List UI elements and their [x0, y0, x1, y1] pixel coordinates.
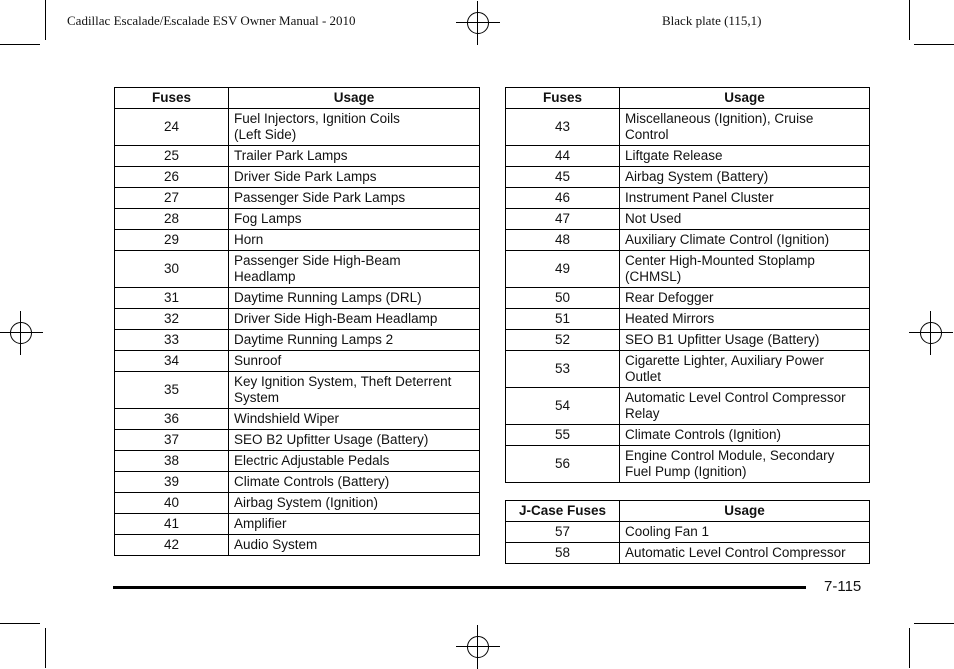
fuse-usage-line: Not Used	[625, 211, 682, 226]
registration-mark-top	[464, 9, 492, 37]
table-row	[115, 330, 480, 351]
crop-mark	[909, 628, 910, 668]
fuse-table-left	[114, 87, 480, 556]
fuse-number: 24	[115, 109, 229, 146]
fuse-number: 29	[115, 230, 229, 251]
fuse-usage-line: Driver Side Park Lamps	[234, 169, 377, 184]
fuse-number: 44	[506, 146, 620, 167]
fuse-number: 52	[506, 330, 620, 351]
jcase-fuse-table	[505, 500, 870, 564]
fuse-usage	[229, 472, 480, 493]
fuse-usage-line: SEO B1 Upfitter Usage (Battery)	[625, 332, 820, 347]
table-row	[506, 146, 870, 167]
fuse-usage	[229, 109, 480, 146]
fuse-usage-line: Electric Adjustable Pedals	[234, 453, 390, 468]
fuse-usage-line: Control	[625, 127, 669, 142]
table-row	[115, 288, 480, 309]
fuse-usage-line: Audio System	[234, 537, 318, 552]
fuse-usage-line: SEO B2 Upfitter Usage (Battery)	[234, 432, 429, 447]
fuse-usage-line: Heated Mirrors	[625, 311, 715, 326]
running-header-plate: Black plate (115,1)	[662, 13, 762, 28]
fuse-usage	[229, 451, 480, 472]
fuse-number: 50	[506, 288, 620, 309]
table-row	[506, 351, 870, 388]
fuse-usage	[620, 446, 870, 483]
table-row	[115, 493, 480, 514]
fuse-usage-line: Amplifier	[234, 516, 287, 531]
table-row	[506, 425, 870, 446]
fuse-number: 42	[115, 535, 229, 556]
fuse-usage-line: Miscellaneous (Ignition), Cruise	[625, 111, 814, 126]
fuse-number: 36	[115, 409, 229, 430]
fuse-number: 26	[115, 167, 229, 188]
table-row	[506, 188, 870, 209]
registration-mark-right	[917, 319, 945, 347]
table-row	[115, 167, 480, 188]
fuse-usage-line: Automatic Level Control Compressor	[625, 545, 846, 560]
table-row	[115, 535, 480, 556]
fuse-number: 32	[115, 309, 229, 330]
fuse-usage	[229, 535, 480, 556]
fuse-usage-line: Climate Controls (Battery)	[234, 474, 390, 489]
fuse-number: 51	[506, 309, 620, 330]
table-row	[115, 188, 480, 209]
table-row	[115, 109, 480, 146]
fuse-number: 48	[506, 230, 620, 251]
table-row	[506, 446, 870, 483]
table-row	[506, 522, 870, 543]
fuse-number: 33	[115, 330, 229, 351]
fuse-usage-line: Windshield Wiper	[234, 411, 340, 426]
fuse-usage	[620, 309, 870, 330]
column-header-fuses: Fuses	[506, 88, 620, 109]
fuse-usage	[229, 251, 480, 288]
fuse-number: 41	[115, 514, 229, 535]
fuse-usage-line: Airbag System (Ignition)	[234, 495, 379, 510]
fuse-usage-line: Fuel Pump (Ignition)	[625, 464, 747, 479]
fuse-usage-line: Center High-Mounted Stoplamp	[625, 253, 815, 268]
fuse-number: 54	[506, 388, 620, 425]
fuse-usage-line: Daytime Running Lamps (DRL)	[234, 290, 422, 305]
fuse-number: 38	[115, 451, 229, 472]
table-row	[506, 167, 870, 188]
table-row	[506, 209, 870, 230]
table-row	[506, 330, 870, 351]
column-header-usage: Usage	[229, 88, 480, 109]
fuse-usage-line: Passenger Side High-Beam	[234, 253, 401, 268]
table-row	[115, 514, 480, 535]
fuse-usage-line: Fog Lamps	[234, 211, 302, 226]
fuse-usage-line: Rear Defogger	[625, 290, 714, 305]
table-row	[506, 251, 870, 288]
fuse-usage-line: Outlet	[625, 369, 662, 384]
fuse-usage-line: (CHMSL)	[625, 269, 682, 284]
fuse-usage	[620, 209, 870, 230]
fuse-number: 49	[506, 251, 620, 288]
fuse-number: 35	[115, 372, 229, 409]
fuse-usage	[620, 543, 870, 564]
fuse-number: 46	[506, 188, 620, 209]
fuse-usage-line: Liftgate Release	[625, 148, 723, 163]
footer-rule	[113, 586, 806, 589]
fuse-number: 30	[115, 251, 229, 288]
fuse-usage	[620, 288, 870, 309]
fuse-usage-line: Sunroof	[234, 353, 282, 368]
table-row	[115, 209, 480, 230]
fuse-usage-line: Airbag System (Battery)	[625, 169, 769, 184]
table-row	[506, 109, 870, 146]
fuse-usage-line: Climate Controls (Ignition)	[625, 427, 782, 442]
fuse-number: 45	[506, 167, 620, 188]
crop-mark	[45, 0, 46, 40]
fuse-usage	[620, 330, 870, 351]
fuse-usage	[229, 167, 480, 188]
fuse-number: 37	[115, 430, 229, 451]
fuse-usage-line: Passenger Side Park Lamps	[234, 190, 406, 205]
fuse-table-right	[505, 87, 870, 483]
fuse-usage	[620, 351, 870, 388]
fuse-usage-line: (Left Side)	[234, 127, 297, 142]
column-header-jcase-fuses: J-Case Fuses	[506, 501, 620, 522]
crop-mark	[914, 44, 954, 45]
fuse-usage	[229, 230, 480, 251]
fuse-number: 58	[506, 543, 620, 564]
fuse-usage-line: Automatic Level Control Compressor	[625, 390, 846, 405]
fuse-usage	[620, 388, 870, 425]
table-row	[506, 309, 870, 330]
fuse-number: 31	[115, 288, 229, 309]
fuse-number: 43	[506, 109, 620, 146]
table-row	[115, 472, 480, 493]
fuse-number: 28	[115, 209, 229, 230]
page-number: 7-115	[824, 578, 862, 595]
table-row	[506, 543, 870, 564]
fuse-usage	[229, 514, 480, 535]
fuse-usage-line: Daytime Running Lamps 2	[234, 332, 394, 347]
fuse-number: 27	[115, 188, 229, 209]
fuse-usage	[229, 309, 480, 330]
table-row	[115, 451, 480, 472]
table-row	[506, 388, 870, 425]
fuse-usage	[229, 330, 480, 351]
fuse-usage	[229, 209, 480, 230]
fuse-usage-line: Key Ignition System, Theft Deterrent	[234, 374, 452, 389]
fuse-usage	[229, 288, 480, 309]
fuse-usage	[229, 188, 480, 209]
column-header-usage: Usage	[620, 501, 870, 522]
fuse-usage-line: Cooling Fan 1	[625, 524, 710, 539]
table-row	[115, 409, 480, 430]
table-row	[115, 146, 480, 167]
table-row	[506, 288, 870, 309]
fuse-usage-line: Cigarette Lighter, Auxiliary Power	[625, 353, 824, 368]
fuse-usage	[229, 409, 480, 430]
table-row	[115, 430, 480, 451]
fuse-usage	[229, 351, 480, 372]
fuse-usage	[620, 425, 870, 446]
table-row	[115, 251, 480, 288]
crop-mark	[45, 628, 46, 668]
fuse-usage-line: Horn	[234, 232, 264, 247]
fuse-number: 34	[115, 351, 229, 372]
fuse-usage	[620, 109, 870, 146]
fuse-number: 53	[506, 351, 620, 388]
fuse-usage-line: Driver Side High-Beam Headlamp	[234, 311, 438, 326]
table-row	[115, 351, 480, 372]
table-row	[115, 372, 480, 409]
fuse-usage-line: Auxiliary Climate Control (Ignition)	[625, 232, 830, 247]
fuse-usage	[229, 493, 480, 514]
fuse-usage	[620, 167, 870, 188]
fuse-number: 25	[115, 146, 229, 167]
fuse-usage	[620, 522, 870, 543]
running-header-title: Cadillac Escalade/Escalade ESV Owner Manual - 2010	[67, 13, 356, 28]
table-row	[115, 230, 480, 251]
column-header-usage: Usage	[620, 88, 870, 109]
fuse-usage-line: Headlamp	[234, 269, 296, 284]
fuse-usage-line: System	[234, 390, 280, 405]
fuse-number: 56	[506, 446, 620, 483]
fuse-usage	[229, 430, 480, 451]
fuse-number: 40	[115, 493, 229, 514]
fuse-number: 57	[506, 522, 620, 543]
crop-mark	[0, 44, 40, 45]
crop-mark	[909, 0, 910, 40]
crop-mark	[0, 623, 40, 624]
fuse-usage	[620, 251, 870, 288]
column-header-fuses: Fuses	[115, 88, 229, 109]
fuse-usage	[620, 146, 870, 167]
fuse-usage	[229, 146, 480, 167]
fuse-usage	[620, 230, 870, 251]
registration-mark-left	[7, 319, 35, 347]
table-row	[115, 309, 480, 330]
fuse-number: 47	[506, 209, 620, 230]
fuse-usage	[229, 372, 480, 409]
crop-mark	[914, 623, 954, 624]
registration-mark-bottom	[464, 633, 492, 661]
fuse-usage-line: Instrument Panel Cluster	[625, 190, 774, 205]
fuse-usage-line: Fuel Injectors, Ignition Coils	[234, 111, 400, 126]
table-row	[506, 230, 870, 251]
fuse-usage	[620, 188, 870, 209]
fuse-number: 39	[115, 472, 229, 493]
fuse-usage-line: Engine Control Module, Secondary	[625, 448, 835, 463]
fuse-usage-line: Trailer Park Lamps	[234, 148, 348, 163]
fuse-number: 55	[506, 425, 620, 446]
fuse-usage-line: Relay	[625, 406, 660, 421]
